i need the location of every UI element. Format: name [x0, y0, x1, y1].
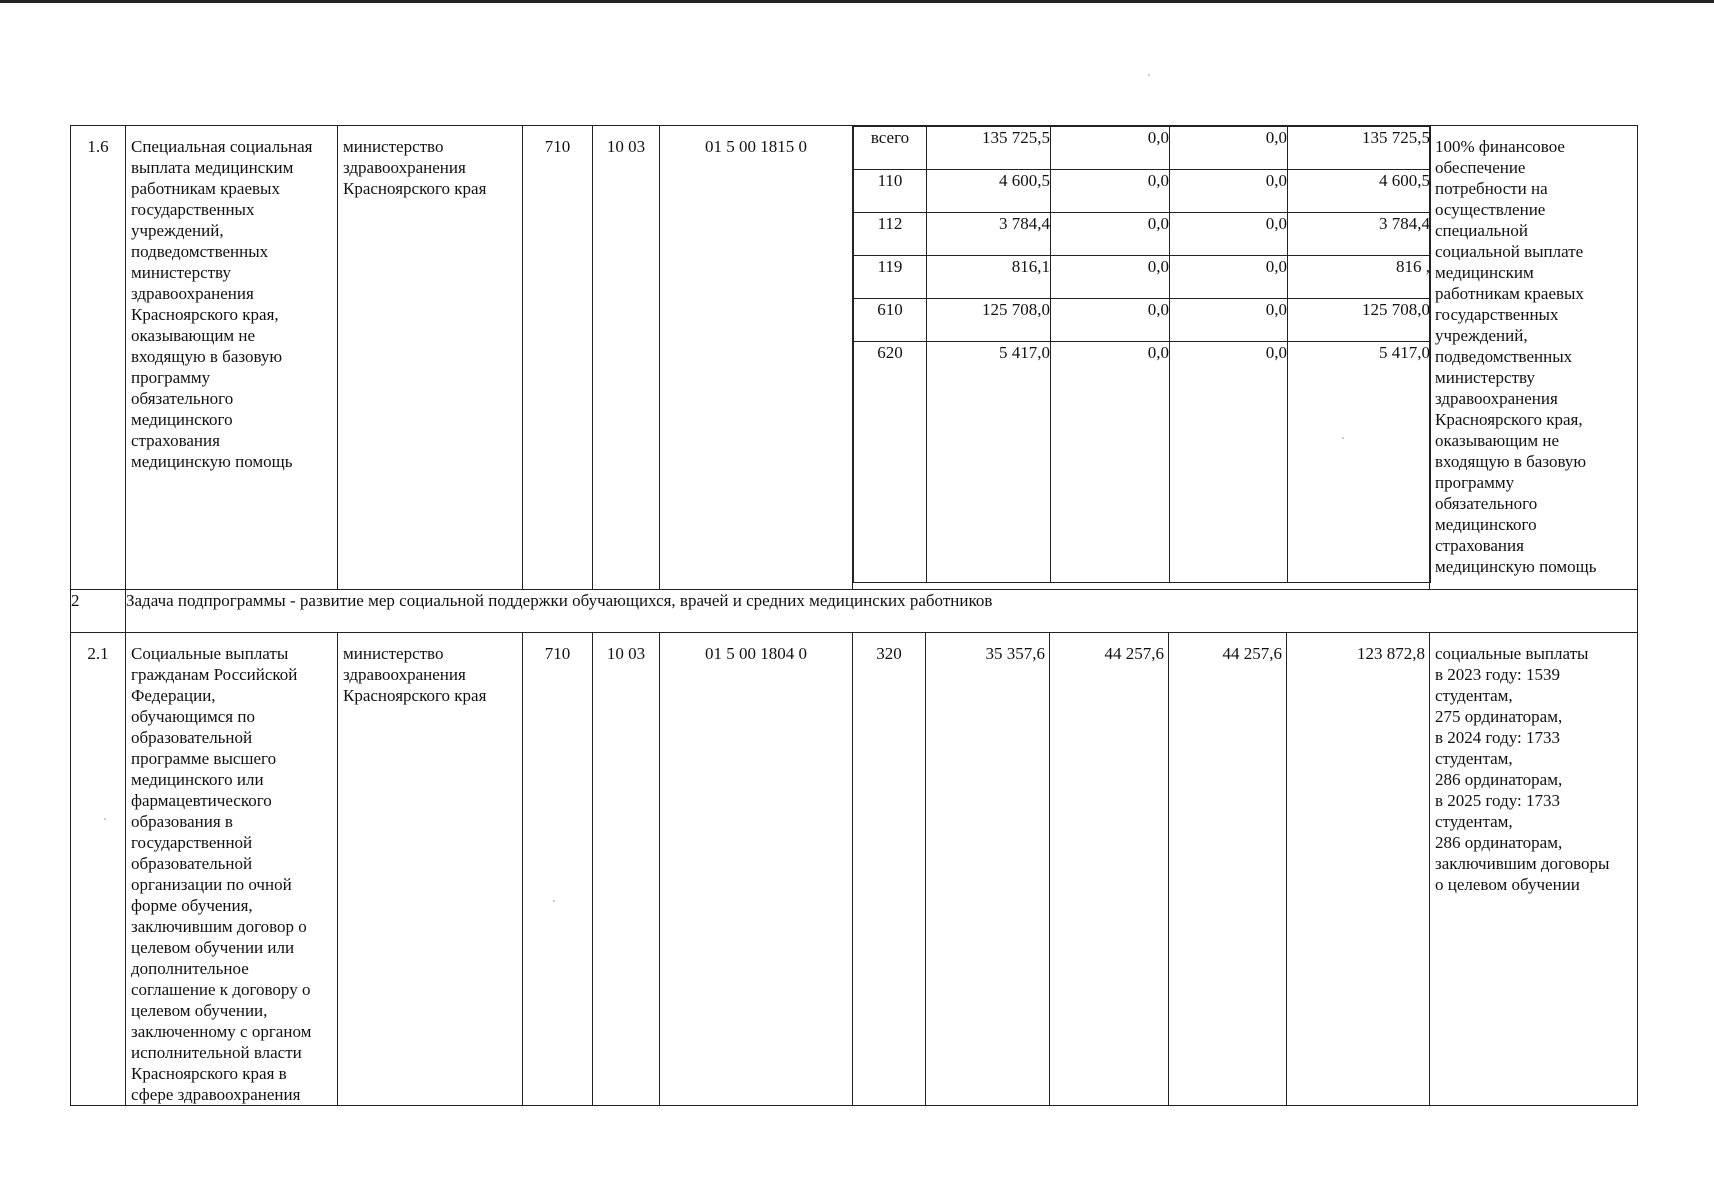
expense-type-code: 119	[854, 256, 927, 299]
expense-type-code: всего	[854, 127, 927, 170]
scan-speck	[1148, 74, 1150, 76]
amount-2024: 0,0	[1051, 256, 1170, 299]
amount-2023: 35 357,6	[926, 633, 1050, 1106]
amount-2023: 3 784,4	[927, 213, 1051, 256]
amount-total: 3 784,4	[1288, 213, 1431, 256]
amount-2024: 0,0	[1051, 127, 1170, 170]
amount-total: 5 417,0	[1288, 342, 1431, 583]
budget-table	[70, 125, 1638, 1106]
amount-2023: 125 708,0	[927, 299, 1051, 342]
amount-total: 4 600,5	[1288, 170, 1431, 213]
table-row-task-2	[71, 590, 1638, 633]
amount-2024: 0,0	[1051, 342, 1170, 583]
grbs-cell: 710	[523, 126, 593, 590]
expense-line	[854, 170, 1431, 213]
csr-cell: 01 5 00 1815 0	[660, 126, 853, 590]
expense-type-code: 610	[854, 299, 927, 342]
amount-2024: 0,0	[1051, 299, 1170, 342]
amount-2025: 0,0	[1170, 256, 1288, 299]
amount-2025: 0,0	[1170, 127, 1288, 170]
ministry-cell: министерство здравоохранения Красноярского края	[338, 126, 523, 590]
amount-2023: 4 600,5	[927, 170, 1051, 213]
table-row-2-1	[71, 633, 1638, 1106]
expense-type-code: 110	[854, 170, 927, 213]
row-number-cell: 2.1	[71, 633, 126, 1106]
amount-total: 125 708,0	[1288, 299, 1431, 342]
table-row-1-6	[71, 126, 1638, 590]
measure-name-cell: Специальная социальная выплата медицинским работникам краевых государственных учреждений, подведомственных министерству здравоохранения Красноярского края, оказывающим не входящую в базовую программу обязательного медицинского страхования медицинскую помощь	[126, 126, 338, 590]
amount-2023: 5 417,0	[927, 342, 1051, 583]
grbs-cell: 710	[523, 633, 593, 1106]
amount-2023: 135 725,5	[927, 127, 1051, 170]
expense-type-code: 620	[854, 342, 927, 583]
amount-total: 123 872,8	[1287, 633, 1430, 1106]
amount-2025: 44 257,6	[1169, 633, 1287, 1106]
amount-total: 135 725,5	[1288, 127, 1431, 170]
amount-2024: 0,0	[1051, 213, 1170, 256]
expense-line	[854, 127, 1431, 170]
amount-2025: 0,0	[1170, 342, 1288, 583]
task-title-cell: Задача подпрограммы - развитие мер социальной поддержки обучающихся, врачей и средних медицинских работников	[126, 590, 1638, 633]
expense-type-code: 320	[853, 633, 926, 1106]
row-number-cell: 2	[71, 590, 126, 633]
rzpr-cell: 10 03	[593, 126, 660, 590]
expense-type-code: 112	[854, 213, 927, 256]
amount-2024: 44 257,6	[1050, 633, 1169, 1106]
amount-2025: 0,0	[1170, 170, 1288, 213]
row-number-cell: 1.6	[71, 126, 126, 590]
expense-line	[854, 299, 1431, 342]
ministry-cell: министерство здравоохранения Красноярского края	[338, 633, 523, 1106]
top-edge-rule	[0, 0, 1714, 3]
amount-2024: 0,0	[1051, 170, 1170, 213]
expense-lines-cell	[853, 126, 1430, 590]
expense-lines-table	[853, 126, 1431, 583]
expected-result-cell: 100% финансовое обеспечение потребности на осуществление специальной социальной выплате медицинским работникам краевых государственных учреждений, подведомственных министерству здравоохранения Красноярского края, оказывающим не входящую в базовую программу обязательного медицинского страхования медицинскую помощь	[1429, 126, 1637, 590]
expense-line	[854, 342, 1431, 583]
amount-total: 816 ,	[1288, 256, 1431, 299]
expense-line	[854, 213, 1431, 256]
rzpr-cell: 10 03	[593, 633, 660, 1106]
expected-result-cell: социальные выплаты в 2023 году: 1539 студентам, 275 ординаторам, в 2024 году: 1733 студентам, 286 ординаторам, в 2025 году: 1733 студентам, 286 ординаторам, заключившим договоры о целевом обучении	[1429, 633, 1637, 1106]
measure-name-cell: Социальные выплаты гражданам Российской Федерации, обучающимся по образовательной программе высшего медицинского или фармацевтического образования в государственной образовательной организации по очной форме обучения, заключившим договор о целевом обучении или дополнительное соглашение к договору о целевом обучении, заключенному с органом исполнительной власти Красноярского края в сфере здравоохранения	[126, 633, 338, 1106]
csr-cell: 01 5 00 1804 0	[660, 633, 853, 1106]
amount-2025: 0,0	[1170, 299, 1288, 342]
amount-2023: 816,1	[927, 256, 1051, 299]
amount-2025: 0,0	[1170, 213, 1288, 256]
expense-line	[854, 256, 1431, 299]
